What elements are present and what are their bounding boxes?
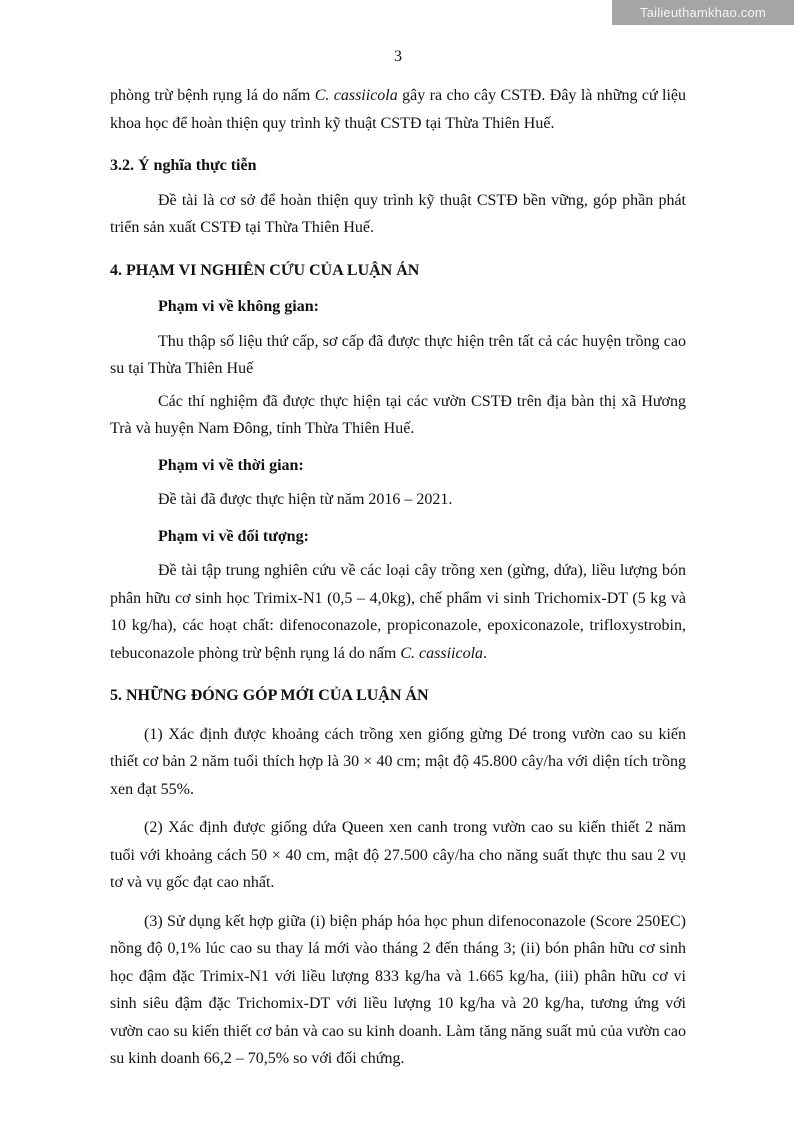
text-run: gây ra cho cây CSTĐ. Đây là những cứ liệu khoa học để hoàn thiện quy trình kỹ thuật CSTĐ tại Thừa Thiên Huế. <box>110 87 687 132</box>
text-run: 5. NHỮNG ĐÓNG GÓP MỚI CỦA LUẬN ÁN <box>110 687 429 705</box>
sub-heading <box>110 452 686 480</box>
italic-text-run: C. cassiicola <box>400 644 484 662</box>
section-heading <box>110 682 686 710</box>
text-run: Đề tài đã được thực hiện từ năm 2016 – 2021. <box>158 491 453 509</box>
text-run: Phạm vi về không gian: <box>158 298 319 316</box>
text-run: phòng trừ bệnh rụng lá do nấm <box>110 87 315 104</box>
watermark-text: Tailieuthamkhao.com <box>640 5 766 20</box>
paragraph <box>110 557 686 667</box>
text-run: Đề tài tập trung nghiên cứu về các loại cây trồng xen (gừng, dứa), liều lượng bón phân hữu cơ sinh học Trimix-N1 (0,5 – 4,0kg), chế phẩm vi sinh Trichomix-DT (5 kg và 10 kg/ha), các hoạt chất: difenoconazole, propiconazole, epoxiconazole, trifloxystrobin, tebuconazole phòng trừ bệnh rụng lá do nấm <box>110 562 686 662</box>
numbered-paragraph <box>110 814 686 897</box>
text-run: Các thí nghiệm đã được thực hiện tại các vườn CSTĐ trên địa bàn thị xã Hương Trà và huyện Nam Đông, tỉnh Thừa Thiên Huế. <box>110 392 686 438</box>
text-run: Phạm vi về thời gian: <box>158 456 304 474</box>
section-heading <box>110 257 686 285</box>
text-run: (1) Xác định được khoảng cách trồng xen giống gừng Dé trong vườn cao su kiến thiết cơ bản 2 năm tuổi thích hợp là 30 × 40 cm; mật độ 45.800 cây/ha với diện tích trồng xen đạt 55%. <box>110 725 686 798</box>
text-run: Thu thập số liệu thứ cấp, sơ cấp đã được thực hiện trên tất cả các huyện trồng cao su tại Thừa Thiên Huế <box>110 332 686 378</box>
paragraph <box>110 82 686 137</box>
italic-text-run: C. cassiicola <box>314 87 398 104</box>
text-run: 3.2. Ý nghĩa thực tiễn <box>110 157 257 175</box>
sub-heading <box>110 293 686 321</box>
paragraph <box>110 388 686 443</box>
paragraph <box>110 486 686 514</box>
text-run: . <box>483 644 488 662</box>
section-heading <box>110 152 686 180</box>
page-number: 3 <box>394 48 402 65</box>
document-content <box>110 82 686 1073</box>
text-run: 4. PHẠM VI NGHIÊN CỨU CỦA LUẬN ÁN <box>110 261 420 279</box>
text-run: (3) Sử dụng kết hợp giữa (i) biện pháp hóa học phun difenoconazole (Score 250EC) nồng độ 0,1% lúc cao su thay lá mới vào tháng 2 đến tháng 3; (ii) bón phân hữu cơ sinh học đậm đặc Trimix-N1 với liều lượng 833 kg/ha và 1.665 kg/ha, (iii) phân hữu cơ vi sinh siêu đậm đặc Trichomix-DT với liều lượng 10 kg/ha và 20 kg/ha, tương ứng với vườn cao su kiến thiết cơ bản và cao su kinh doanh. Làm tăng năng suất mủ của vườn cao su kinh doanh 66,2 – 70,5% so với đối chứng. <box>110 912 686 1068</box>
numbered-paragraph <box>110 721 686 804</box>
paragraph <box>110 187 686 242</box>
text-run: (2) Xác định được giống dứa Queen xen canh trong vườn cao su kiến thiết 2 năm tuổi với khoảng cách 50 × 40 cm, mật độ 27.500 cây/ha cho năng suất thực thu sau 2 vụ tơ và vụ gốc đạt cao nhất. <box>110 819 686 892</box>
numbered-paragraph <box>110 908 686 1073</box>
watermark-banner <box>612 0 794 25</box>
text-run: Đề tài là cơ sở để hoàn thiện quy trình kỹ thuật CSTĐ bền vững, góp phần phát triển sản xuất CSTĐ tại Thừa Thiên Huế. <box>110 191 686 237</box>
text-run: Phạm vi về đối tượng: <box>158 527 309 545</box>
paragraph <box>110 328 686 383</box>
sub-heading <box>110 523 686 551</box>
